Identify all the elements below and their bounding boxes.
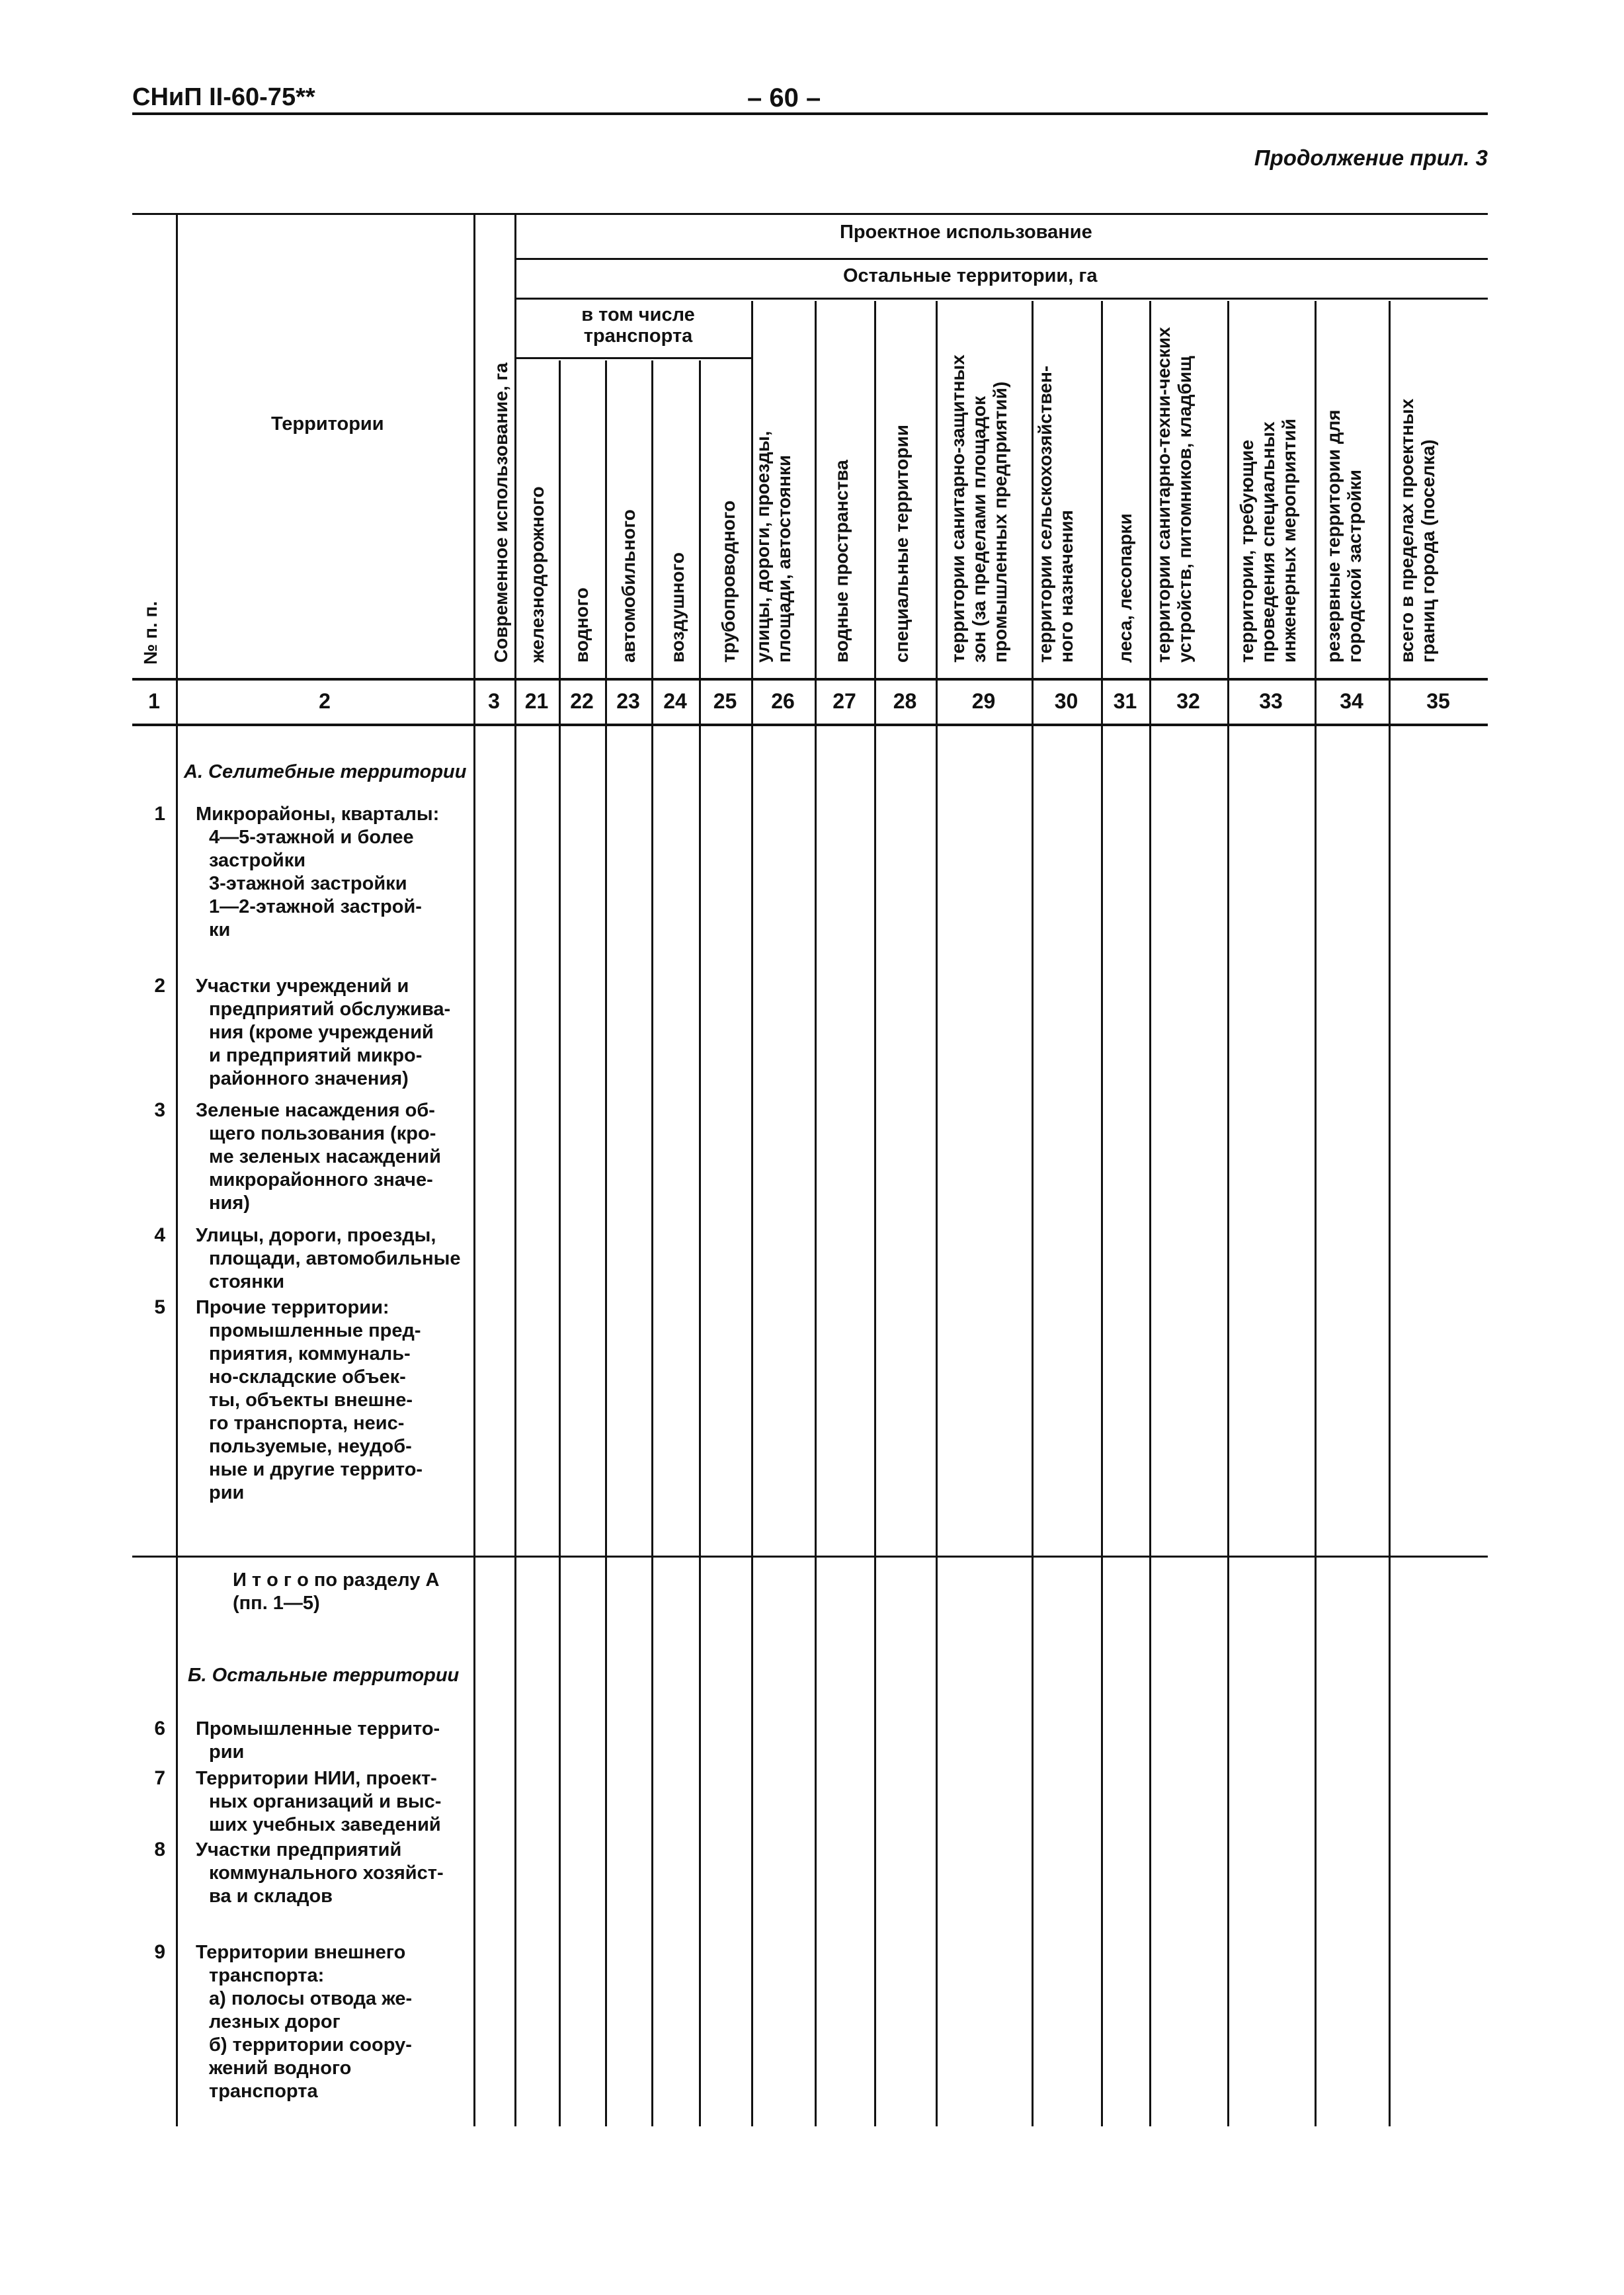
header-current-use: Современное использование, га: [491, 362, 511, 663]
row-text-line: ные и другие террито-: [209, 1459, 423, 1480]
header-water-spaces: водные пространства: [831, 460, 852, 663]
row-text-line: жений водного: [209, 2058, 352, 2079]
column-number: 21: [524, 689, 549, 713]
row-text-line: щего пользования (кро-: [209, 1123, 436, 1144]
row-text-line: площади, автомобильные: [209, 1248, 461, 1269]
row-text-line: рии: [209, 1482, 245, 1503]
grid-vertical-line: [1032, 301, 1034, 2126]
grid-vertical-line: [1227, 301, 1229, 2126]
grid-horizontal-line: [514, 357, 751, 359]
section-a-title: А. Селитебные территории: [184, 761, 467, 782]
column-number: 23: [616, 689, 640, 713]
row-text-line: Улицы, дороги, проезды,: [196, 1225, 436, 1246]
grid-horizontal-line: [132, 678, 1488, 681]
grid-vertical-line: [815, 301, 817, 2126]
row-text-line: ния): [209, 1192, 250, 1214]
header-reserve: резервные территории для городской застройки: [1323, 409, 1365, 663]
row-text-line: Зеленые насаждения об-: [196, 1100, 435, 1121]
grid-vertical-line: [874, 301, 876, 2126]
grid-horizontal-line: [514, 258, 1488, 260]
column-number: 3: [488, 689, 500, 713]
row-number: 2: [154, 975, 165, 997]
row-text-line: ших учебных заведений: [209, 1814, 441, 1835]
grid-vertical-line: [1315, 301, 1317, 2126]
row-text-line: пользуемые, неудоб-: [209, 1436, 412, 1457]
row-text-line: 4—5-этажной и более: [209, 827, 414, 848]
row-text-line: приятия, коммуналь-: [209, 1343, 411, 1364]
column-number: 31: [1113, 689, 1137, 713]
row-text-line: ва и складов: [209, 1886, 333, 1907]
row-text-line: 1—2-этажной застрой-: [209, 896, 422, 917]
row-text-line: и предприятий микро-: [209, 1045, 423, 1066]
header-rail: железнодорожного: [527, 486, 548, 663]
grid-vertical-line: [699, 360, 701, 2126]
grid-horizontal-line: [132, 724, 1488, 726]
grid-vertical-line: [473, 213, 475, 2126]
row-text-line: Территории внешнего: [196, 1942, 406, 1963]
grid-vertical-line: [176, 213, 178, 2126]
header-auto: автомобильного: [618, 509, 639, 663]
grid-horizontal-line: [514, 298, 1488, 300]
row-text-line: Участки предприятий: [196, 1839, 402, 1860]
row-text-line: но-складские объек-: [209, 1366, 406, 1388]
row-text-line: ме зеленых насаждений: [209, 1146, 441, 1167]
row-text-line: промышленные пред-: [209, 1320, 421, 1341]
row-text-line: стоянки: [209, 1271, 285, 1292]
document-code: СНиП II-60-75**: [132, 83, 315, 111]
header-total: всего в пределах проектных границ города (поселка): [1397, 398, 1438, 663]
header-sanitary-zones: территории санитарно-защитных зон (за пределами площадок промышленных предприятий): [948, 355, 1010, 663]
row-text-line: районного значения): [209, 1068, 409, 1089]
continuation-note: Продолжение прил. 3: [1254, 146, 1488, 170]
grid-vertical-line: [1101, 301, 1103, 2126]
row-text-line: ты, объекты внешне-: [209, 1390, 413, 1411]
header-project-use: Проектное использование: [840, 222, 1092, 243]
header-forests: леса, лесопарки: [1115, 513, 1135, 663]
grid-vertical-line: [559, 360, 561, 2126]
grid-vertical-line: [1389, 301, 1391, 2126]
header-territories: Территории: [271, 413, 384, 435]
row-number: 6: [154, 1718, 165, 1739]
row-text-line: рии: [209, 1741, 245, 1763]
row-text-line: транспорта:: [209, 1965, 325, 1986]
column-number: 27: [832, 689, 856, 713]
header-sanitary-technical: территории санитарно-техни-ческих устройств, питомников, кладбищ: [1153, 327, 1195, 663]
row-text-line: лезных дорог: [209, 2011, 341, 2032]
column-number: 26: [771, 689, 795, 713]
header-agricultural: территории сельскохозяйствен-ного назначения: [1035, 365, 1076, 663]
section-a-total-line-1: И т о г о по разделу А: [233, 1569, 440, 1591]
header-other-territories: Остальные территории, га: [843, 265, 1098, 286]
column-number: 1: [148, 689, 160, 713]
row-number: 4: [154, 1224, 165, 1246]
row-text-line: транспорта: [209, 2081, 318, 2102]
section-b-title: Б. Остальные территории: [188, 1665, 460, 1686]
row-number: 1: [154, 803, 165, 825]
header-water: водного: [571, 587, 592, 663]
row-text-line: застройки: [209, 850, 306, 871]
column-number: 34: [1340, 689, 1363, 713]
column-number: 35: [1426, 689, 1450, 713]
grid-horizontal-line: [132, 213, 1488, 215]
row-text-line: го транспорта, неис-: [209, 1413, 405, 1434]
row-number: 5: [154, 1296, 165, 1318]
column-number: 22: [570, 689, 594, 713]
row-text-line: микрорайонного значе-: [209, 1169, 433, 1190]
row-text-line: Микрорайоны, кварталы:: [196, 804, 440, 825]
header-rule: [132, 112, 1488, 115]
row-text-line: Прочие территории:: [196, 1297, 389, 1318]
column-number: 30: [1054, 689, 1078, 713]
row-text-line: ных организаций и выс-: [209, 1791, 442, 1812]
row-text-line: ния (кроме учреждений: [209, 1022, 434, 1043]
header-streets: улицы, дороги, проезды, площади, автостоянки: [752, 431, 794, 663]
column-number: 29: [971, 689, 996, 713]
column-number: 2: [319, 689, 331, 713]
row-text-line: коммунального хозяйст-: [209, 1862, 444, 1884]
row-text-line: Промышленные террито-: [196, 1718, 440, 1739]
row-number: 9: [154, 1941, 165, 1963]
grid-vertical-line: [1149, 301, 1151, 2126]
header-pipe: трубопроводного: [718, 500, 739, 663]
column-number: 24: [663, 689, 687, 713]
row-text-line: Участки учреждений и: [196, 976, 409, 997]
row-text-line: ки: [209, 919, 231, 940]
row-text-line: предприятий обслужива-: [209, 999, 451, 1020]
row-number: 7: [154, 1767, 165, 1789]
page-number: – 60 –: [747, 83, 821, 112]
column-number: 32: [1176, 689, 1200, 713]
grid-vertical-line: [514, 213, 516, 2126]
grid-vertical-line: [651, 360, 653, 2126]
header-air: воздушного: [667, 552, 688, 663]
column-number: 33: [1259, 689, 1283, 713]
row-number: 3: [154, 1099, 165, 1121]
header-special: специальные территории: [891, 425, 912, 663]
row-text-line: Территории НИИ, проект-: [196, 1768, 437, 1789]
header-row-number: № п. п.: [140, 601, 161, 665]
row-text-line: б) территории соору-: [209, 2034, 412, 2056]
grid-horizontal-line: [132, 1556, 1488, 1558]
grid-vertical-line: [936, 301, 938, 2126]
row-text-line: а) полосы отвода же-: [209, 1988, 413, 2009]
row-number: 8: [154, 1839, 165, 1860]
header-engineering: территории, требующие проведения специальных инженерных мероприятий: [1237, 418, 1299, 663]
grid-vertical-line: [605, 360, 607, 2126]
header-transport-group: в том числе транспорта: [581, 304, 695, 347]
row-text-line: 3-этажной застройки: [209, 873, 407, 894]
column-number: 25: [713, 689, 737, 713]
section-a-total-line-2: (пп. 1—5): [233, 1593, 320, 1614]
column-number: 28: [893, 689, 917, 713]
